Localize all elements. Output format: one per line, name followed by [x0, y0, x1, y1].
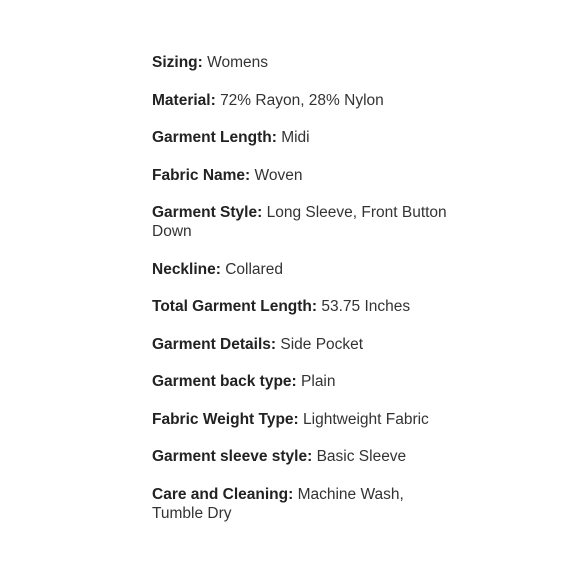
- spec-sizing: [152, 53, 452, 72]
- spec-material: [152, 91, 452, 110]
- spec-label: Garment sleeve style:: [152, 448, 313, 465]
- spec-value: 53.75 Inches: [321, 298, 411, 315]
- spec-value: Collared: [225, 260, 283, 278]
- spec-fabric-weight-type: [152, 410, 452, 429]
- spec-label: Neckline:: [152, 260, 221, 278]
- spec-label: Care and Cleaning:: [152, 485, 294, 503]
- spec-garment-sleeve-style: [152, 447, 452, 466]
- spec-label: Sizing:: [152, 54, 203, 71]
- spec-garment-style: [152, 203, 452, 241]
- spec-value: Womens: [207, 54, 268, 71]
- spec-care-and-cleaning: [152, 485, 452, 523]
- spec-value: Machine Wash, Tumble Dry: [152, 485, 404, 522]
- spec-neckline: [152, 260, 452, 279]
- spec-label: Fabric Name:: [152, 166, 251, 184]
- spec-value: Side Pocket: [280, 335, 364, 353]
- spec-label: Material:: [152, 91, 216, 109]
- spec-label: Garment Details:: [152, 335, 277, 353]
- spec-value: Woven: [254, 166, 303, 184]
- spec-label: Garment Length:: [152, 129, 277, 146]
- spec-label: Total Garment Length:: [152, 298, 318, 315]
- spec-value: Long Sleeve, Front Button Down: [152, 204, 447, 240]
- spec-fabric-name: [152, 166, 452, 185]
- spec-value: Basic Sleeve: [316, 448, 407, 465]
- spec-value: 72% Rayon, 28% Nylon: [220, 91, 384, 109]
- spec-garment-back-type: [152, 372, 452, 391]
- spec-label: Garment back type:: [152, 373, 297, 390]
- product-spec-list: [152, 53, 452, 541]
- spec-value: Midi: [281, 129, 310, 146]
- spec-value: Plain: [301, 373, 336, 390]
- spec-label: Fabric Weight Type:: [152, 410, 299, 428]
- spec-value: Lightweight Fabric: [303, 410, 429, 428]
- spec-total-garment-length: [152, 297, 452, 316]
- spec-garment-details: [152, 335, 452, 354]
- spec-garment-length: [152, 128, 452, 147]
- spec-label: Garment Style:: [152, 204, 263, 221]
